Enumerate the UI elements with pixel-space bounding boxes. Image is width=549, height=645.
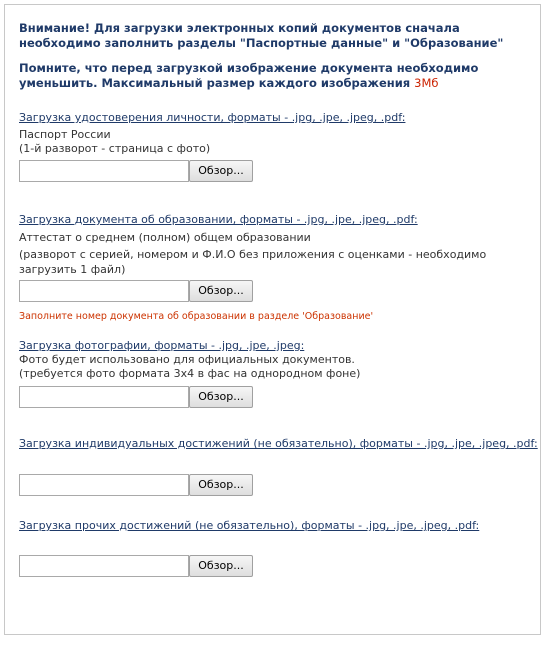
photo-browse-button[interactable]: Обзор... — [189, 386, 253, 408]
education-desc-2: (разворот с серией, номером и Ф.И.О без приложения с оценками - необходимо загрузить 1 файл) — [19, 248, 487, 276]
education-upload-link[interactable]: Загрузка документа об образовании, форматы - .jpg, .jpe, .jpeg, .pdf: — [19, 213, 418, 226]
max-size-value: 3Мб — [414, 76, 439, 90]
individual-achievements-file-name-field[interactable] — [19, 474, 189, 496]
identity-file-input[interactable] — [19, 160, 253, 182]
identity-file-name-field[interactable] — [19, 160, 189, 182]
education-browse-button[interactable]: Обзор... — [189, 280, 253, 302]
individual-achievements-browse-button[interactable]: Обзор... — [189, 474, 253, 496]
notice-text: Внимание! Для загрузки электронных копий документов сначала необходимо заполнить разделы "Паспортные данные" и "Образование" — [19, 21, 504, 50]
other-achievements-browse-button[interactable]: Обзор... — [189, 555, 253, 577]
photo-upload-link[interactable]: Загрузка фотографии, форматы - .jpg, .jpe, .jpeg: — [19, 339, 305, 352]
photo-file-name-field[interactable] — [19, 386, 189, 408]
individual-achievements-upload-link[interactable]: Загрузка индивидуальных достижений (не обязательно), форматы - .jpg, .jpe, .jpeg, .pdf: — [19, 437, 538, 450]
identity-desc-1: Паспорт России — [19, 128, 111, 141]
notice-fill-sections — [19, 21, 534, 51]
education-warning: Заполните номер документа об образовании в разделе 'Образование' — [19, 311, 374, 322]
other-achievements-upload-link[interactable]: Загрузка прочих достижений (не обязательно), форматы - .jpg, .jpe, .jpeg, .pdf: — [19, 519, 480, 532]
notice-image-size — [19, 61, 534, 91]
education-file-input[interactable] — [19, 280, 253, 302]
identity-browse-button[interactable]: Обзор... — [189, 160, 253, 182]
photo-desc-1: Фото будет использовано для официальных документов. — [19, 353, 355, 366]
education-desc-1: Аттестат о среднем (полном) общем образовании — [19, 231, 311, 244]
identity-upload-link[interactable]: Загрузка удостоверения личности, форматы - .jpg, .jpe, .jpeg, .pdf: — [19, 111, 406, 124]
other-achievements-file-name-field[interactable] — [19, 555, 189, 577]
identity-desc-2: (1-й разворот - страница с фото) — [19, 142, 211, 155]
individual-achievements-file-input[interactable] — [19, 474, 253, 496]
photo-file-input[interactable] — [19, 386, 253, 408]
other-achievements-file-input[interactable] — [19, 555, 253, 577]
upload-panel — [4, 4, 541, 635]
notice-size-text: Помните, что перед загрузкой изображение документа необходимо уменьшить. Максимальный размер каждого изображения — [19, 61, 479, 90]
education-file-name-field[interactable] — [19, 280, 189, 302]
photo-desc-2: (требуется фото формата 3х4 в фас на однородном фоне) — [19, 367, 361, 380]
